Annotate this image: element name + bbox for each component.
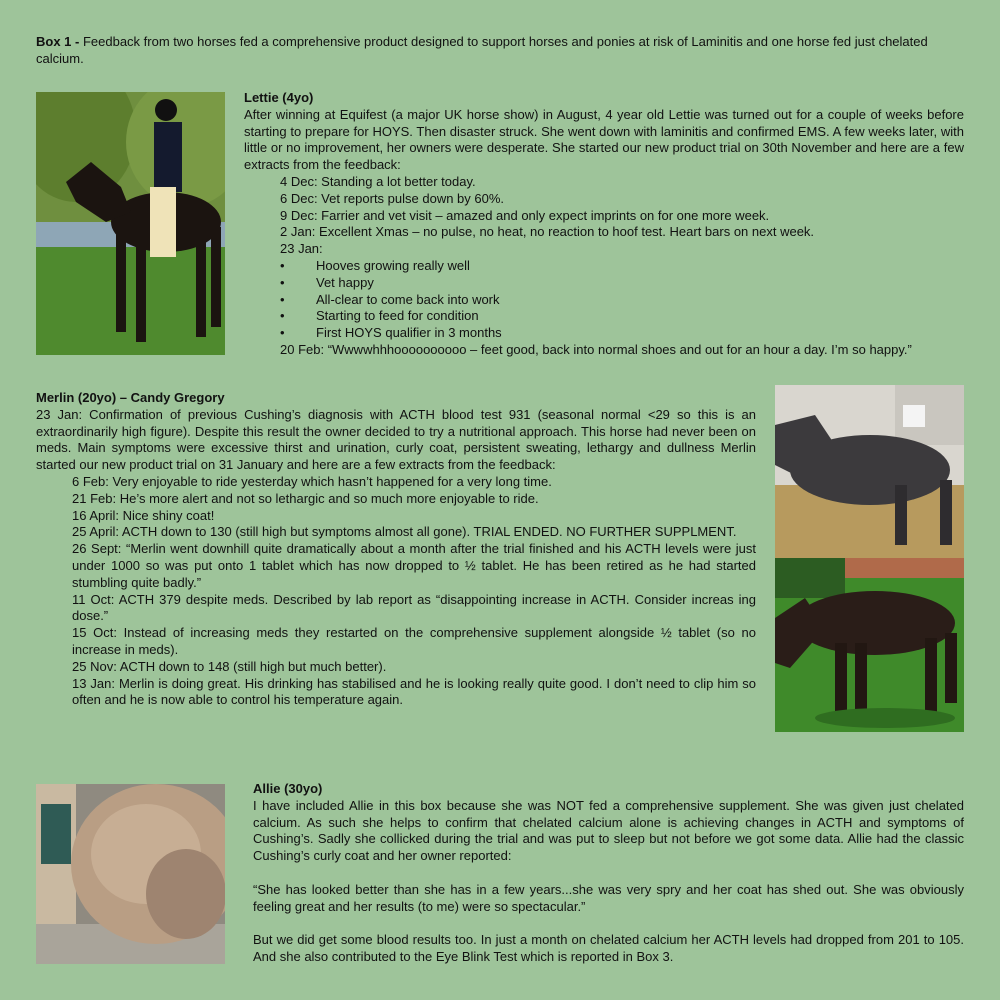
merlin-entry: 13 Jan: Merlin is doing great. His drinking has stabilised and he is looking really quite good. I don’t need to clip him so often and he is now able to control his temperature again. [72, 675, 756, 708]
bullet-mark: • [280, 308, 285, 324]
allie-photo [36, 784, 225, 964]
merlin-entry: 25 Nov: ACTH down to 148 (still high but much better). [72, 658, 387, 674]
bullet-text: Starting to feed for condition [316, 308, 479, 324]
merlin-entry: 25 April: ACTH down to 130 (still high but symptoms almost all gone). TRIAL ENDED. NO FURTHER SUPPLMENT. [72, 524, 737, 540]
lettie-section [244, 90, 964, 359]
bullet-text: First HOYS qualifier in 3 months [316, 325, 502, 341]
lettie-title: Lettie (4yo) [244, 90, 314, 105]
lettie-bullet [280, 325, 964, 342]
box1-text: Feedback from two horses fed a comprehensive product designed to support horses and ponies at risk of Laminitis and one horse fed just chelated calcium. [36, 34, 928, 66]
lettie-photo [36, 92, 225, 355]
lettie-entry: 2 Jan: Excellent Xmas – no pulse, no heat, no reaction to hoof test. Heart bars on next week. [280, 224, 815, 240]
box1-intro [36, 33, 966, 67]
allie-paragraph-2: “She has looked better than she has in a few years...she was very spry and her coat has shed out. She was obviously feeling great and her results (to me) were so spectacular.” [253, 881, 964, 914]
bullet-mark: • [280, 274, 285, 290]
allie-paragraph-3: But we did get some blood results too. In just a month on chelated calcium her ACTH levels had dropped from 201 to 105. And she also contributed to the Eye Blink Test which is reported in Box 3. [253, 932, 964, 964]
merlin-photo-stable [775, 385, 964, 558]
lettie-entry: 9 Dec: Farrier and vet visit – amazed and only expect imprints on for one more week. [280, 207, 770, 223]
bullet-mark: • [280, 325, 285, 341]
merlin-intro: 23 Jan: Confirmation of previous Cushing’s diagnosis with ACTH blood test 931 (seasonal normal <29 so this is an extraordinarily high figure). Despite this result the owner decided to try a nutritional approach. This horse had never been on meds. Main symptoms were excessive thirst and urination, curly coat, persistent sweating, lethargy and dullness Merlin started our new product trial on 31 January and here are a few extracts from the feedback: [36, 406, 756, 473]
lettie-bullet [280, 275, 964, 292]
merlin-section [36, 390, 756, 709]
bullet-mark: • [280, 257, 285, 273]
lettie-final: 20 Feb: “Wwwwhhhoooooooooo – feet good, back into normal shoes and out for an hour a day. I’m so happy.” [280, 341, 912, 357]
lettie-entry: 23 Jan: [280, 241, 323, 257]
bullet-text: Vet happy [316, 274, 374, 290]
lettie-intro: After winning at Equifest (a major UK horse show) in August, 4 year old Lettie was turned out for a couple of weeks before starting to prepare for HOYS. Then disaster struck. She went down with laminitis and confirmed EMS. A few weeks later, with little or no improvement, her owners were desperate. She started our new product trial on 30th November and here are a few extracts from the feedback: [244, 106, 964, 173]
lettie-entry: 4 Dec: Standing a lot better today. [280, 173, 476, 189]
merlin-entry: 16 April: Nice shiny coat! [72, 507, 215, 523]
merlin-entry: 26 Sept: “Merlin went downhill quite dramatically about a month after the trial finished and his ACTH levels were just under 1000 so was put onto 1 tablet which has now dropped to ½ tablet. He has been retired as he had started stumbling quite badly.” [72, 541, 756, 590]
lettie-bullet [280, 308, 964, 325]
lettie-bullet [280, 258, 964, 275]
bullet-text: All-clear to come back into work [316, 291, 500, 307]
merlin-entry: 11 Oct: ACTH 379 despite meds. Described by lab report as “disappointing increase in ACTH. Consider increas ing dose.” [72, 591, 756, 624]
bullet-text: Hooves growing really well [316, 257, 470, 273]
merlin-entry: 15 Oct: Instead of increasing meds they restarted on the comprehensive supplement alongside ½ tablet (so no increase in meds). [72, 625, 756, 657]
merlin-entry: 21 Feb: He’s more alert and not so lethargic and so much more enjoyable to ride. [72, 490, 539, 506]
merlin-entry: 6 Feb: Very enjoyable to ride yesterday which hasn’t happened for a very long time. [72, 473, 552, 489]
bullet-mark: • [280, 291, 285, 307]
allie-paragraph-1: I have included Allie in this box because she was NOT fed a comprehensive supplement. She was given just chelated calcium. As such she helps to confirm that chelated calcium alone is achieving changes in ACTH and symptoms of Cushing’s. Sadly she collicked during the trial and was put to sleep but not before we got some data. Allie had the classic Cushing’s curly coat and her owner reported: [253, 797, 964, 864]
merlin-title: Merlin (20yo) – Candy Gregory [36, 390, 225, 405]
allie-section [253, 781, 964, 966]
allie-title: Allie (30yo) [253, 781, 323, 796]
box1-label: Box 1 - [36, 34, 80, 49]
lettie-bullet [280, 292, 964, 309]
merlin-photo-field [775, 558, 964, 732]
lettie-entry: 6 Dec: Vet reports pulse down by 60%. [280, 190, 505, 206]
